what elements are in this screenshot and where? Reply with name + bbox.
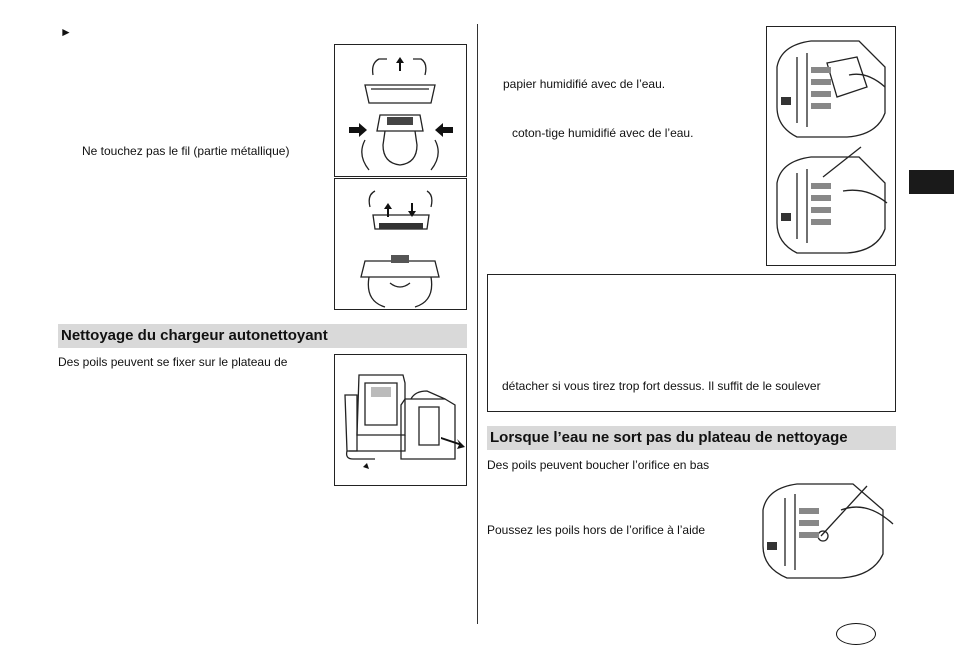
bullet-arrow: ► (60, 25, 72, 39)
inner-blade-removal-illustration (334, 178, 467, 310)
outlet-cleaning-illustration (757, 470, 897, 584)
outer-foil-removal-illustration (334, 44, 467, 177)
section-heading-water-not-flowing: Lorsque l’eau ne sort pas du plateau de nettoyage (487, 426, 896, 450)
column-divider (477, 24, 478, 624)
paper-instruction-text: papier humidifié avec de l’eau. (503, 77, 666, 91)
cleaning-tray-illustration (766, 26, 896, 266)
section-heading-charger-cleaning: Nettoyage du chargeur autonettoyant (58, 324, 467, 348)
section-tab-marker (909, 170, 954, 194)
charger-plate-illustration (334, 354, 467, 486)
hair-clog-text: Des poils peuvent boucher l’orifice en bas (487, 458, 710, 472)
language-marker-oval (836, 623, 876, 645)
note-box-text: détacher si vous tirez trop fort dessus. Il suffit de le soulever (502, 379, 821, 393)
wire-warning-text: Ne touchez pas le fil (partie métallique) (82, 144, 290, 158)
push-hair-text: Poussez les poils hors de l’orifice à l’aide (487, 523, 706, 537)
cotton-swab-instruction-text: coton-tige humidifié avec de l’eau. (512, 126, 694, 140)
charger-cleaning-text: Des poils peuvent se fixer sur le plateau de (58, 355, 288, 369)
